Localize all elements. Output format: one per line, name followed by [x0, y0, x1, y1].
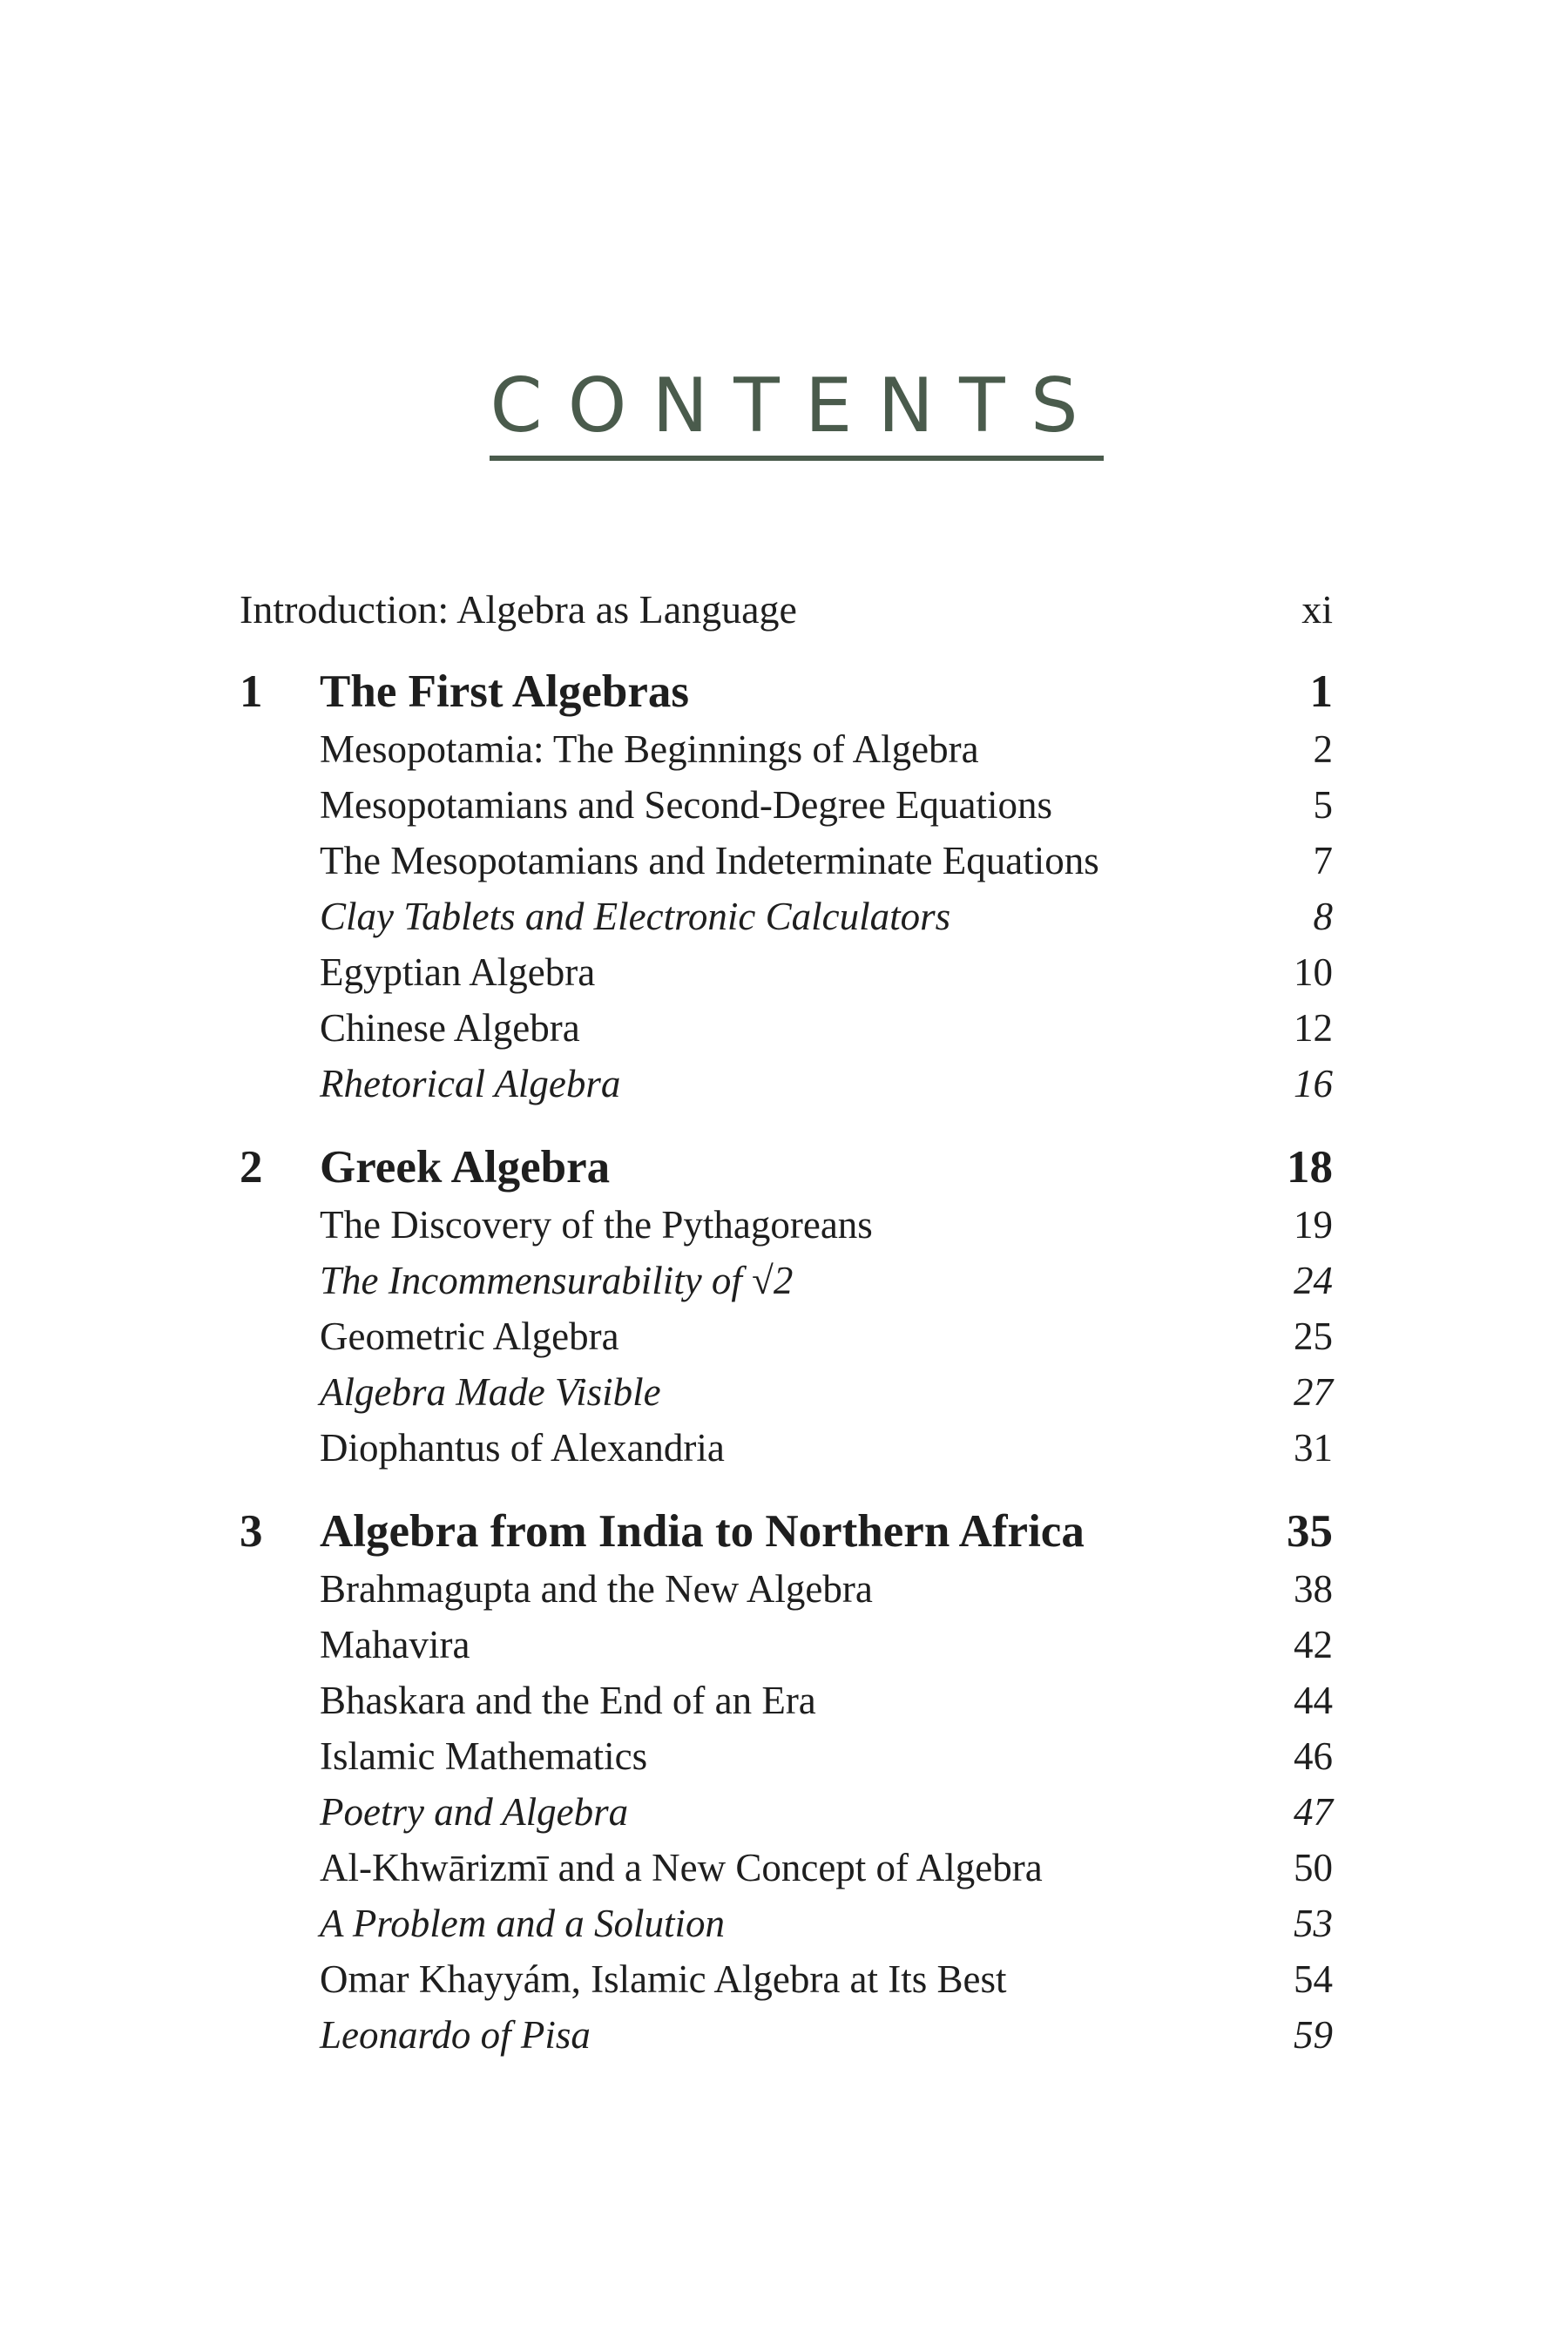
toc-entry[interactable] — [240, 1617, 1333, 1673]
chapter-page: 1 — [1309, 666, 1333, 717]
chapter-list — [240, 662, 1333, 2063]
toc-entry-label: The Incommensurability of √2 — [320, 1259, 794, 1302]
toc-entry-label: Bhaskara and the End of an Era — [320, 1679, 816, 1722]
toc-entry-page: 12 — [1294, 1006, 1333, 1050]
toc-entry-page: 46 — [1294, 1734, 1333, 1778]
toc-entry[interactable] — [240, 1197, 1333, 1253]
toc-entry-page: 19 — [1294, 1203, 1333, 1247]
toc-entry-page: 16 — [1294, 1062, 1333, 1105]
chapter-heading[interactable] — [240, 1502, 1333, 1561]
chapter-heading[interactable] — [240, 662, 1333, 721]
toc-entry-page: 38 — [1294, 1567, 1333, 1611]
chapter-1 — [240, 662, 1333, 1112]
toc-entry[interactable] — [240, 1420, 1333, 1476]
toc-entry-page: 24 — [1294, 1259, 1333, 1302]
toc-entry-page: 27 — [1294, 1370, 1333, 1414]
toc-entry[interactable] — [240, 944, 1333, 1000]
toc-entry-page: 44 — [1294, 1679, 1333, 1722]
chapter-page: 18 — [1287, 1142, 1333, 1193]
toc-entry-page: xi — [1301, 587, 1333, 632]
toc-entry-page: 31 — [1294, 1426, 1333, 1470]
chapter-title: Greek Algebra — [320, 1142, 611, 1193]
toc-entry[interactable] — [240, 1056, 1333, 1112]
chapter-title: Algebra from India to Northern Africa — [320, 1506, 1085, 1557]
toc-entry[interactable] — [240, 1728, 1333, 1784]
chapter-number: 2 — [240, 1142, 263, 1193]
toc-entry-label: Islamic Mathematics — [320, 1734, 648, 1778]
chapter-number: 1 — [240, 666, 263, 717]
toc-entry[interactable] — [240, 1840, 1333, 1896]
toc-entry[interactable] — [240, 1308, 1333, 1364]
toc-entry[interactable] — [240, 2007, 1333, 2063]
toc-entry-page: 50 — [1294, 1846, 1333, 1889]
toc-entry-label: Chinese Algebra — [320, 1006, 580, 1050]
toc-entry-label: Poetry and Algebra — [320, 1790, 629, 1834]
toc-entry-label: Introduction: Algebra as Language — [240, 587, 797, 632]
toc-entry-page: 59 — [1294, 2013, 1333, 2057]
toc-entry-page: 25 — [1294, 1315, 1333, 1358]
toc-entry-label: Geometric Algebra — [320, 1315, 619, 1358]
toc-entry-label: Algebra Made Visible — [320, 1370, 661, 1414]
toc-entry[interactable] — [240, 833, 1333, 889]
toc-entry[interactable] — [240, 1784, 1333, 1840]
toc-entry-label: A Problem and a Solution — [320, 1902, 725, 1945]
toc-entry-label: Mahavira — [320, 1623, 470, 1666]
chapter-heading[interactable] — [240, 1138, 1333, 1197]
chapter-2 — [240, 1138, 1333, 1476]
chapter-title: The First Algebras — [320, 666, 689, 717]
toc-entry-label: Mesopotamians and Second-Degree Equations — [320, 783, 1053, 827]
toc-entry-label: Rhetorical Algebra — [320, 1062, 621, 1105]
toc-entry-page: 10 — [1294, 950, 1333, 994]
page-title — [0, 362, 1568, 461]
toc-entry-label: The Mesopotamians and Indeterminate Equations — [320, 839, 1099, 882]
toc-entry[interactable] — [240, 1253, 1333, 1308]
toc-entry-page: 8 — [1313, 895, 1333, 938]
toc-entry-label: Diophantus of Alexandria — [320, 1426, 725, 1470]
toc-entry-label: Brahmagupta and the New Algebra — [320, 1567, 873, 1611]
toc-entry-page: 7 — [1313, 839, 1333, 882]
toc-entry-page: 54 — [1294, 1957, 1333, 2001]
toc-entry[interactable] — [240, 777, 1333, 833]
toc-entry-page: 42 — [1294, 1623, 1333, 1666]
toc-entry[interactable] — [240, 1896, 1333, 1951]
toc-entry[interactable] — [240, 1561, 1333, 1617]
chapter-page: 35 — [1287, 1506, 1333, 1557]
toc-entry[interactable] — [240, 1000, 1333, 1056]
toc-entry-page: 2 — [1313, 727, 1333, 771]
toc-entry-label: The Discovery of the Pythagoreans — [320, 1203, 873, 1247]
toc-entry[interactable] — [240, 1364, 1333, 1420]
page-title-text: CONTENTS — [490, 368, 1103, 461]
toc-entry[interactable] — [240, 889, 1333, 944]
toc-entry-label: Egyptian Algebra — [320, 950, 596, 994]
toc-entry-page: 5 — [1313, 783, 1333, 827]
toc-entry[interactable] — [240, 1951, 1333, 2007]
toc-entry-label: Leonardo of Pisa — [320, 2013, 591, 2057]
toc-entry[interactable] — [240, 721, 1333, 777]
chapter-number: 3 — [240, 1506, 263, 1557]
toc-entry-label: Al-Khwārizmī and a New Concept of Algebra — [320, 1846, 1043, 1889]
toc-entry-label: Clay Tablets and Electronic Calculators — [320, 895, 951, 938]
toc-entry-label: Mesopotamia: The Beginnings of Algebra — [320, 727, 979, 771]
toc-entry-label: Omar Khayyám, Islamic Algebra at Its Best — [320, 1957, 1007, 2001]
toc-entry-introduction[interactable] — [240, 584, 1333, 636]
toc-entry-page: 47 — [1294, 1790, 1333, 1834]
chapter-3 — [240, 1502, 1333, 2063]
toc-entry-page: 53 — [1294, 1902, 1333, 1945]
table-of-contents — [240, 584, 1333, 2063]
toc-entry[interactable] — [240, 1673, 1333, 1728]
